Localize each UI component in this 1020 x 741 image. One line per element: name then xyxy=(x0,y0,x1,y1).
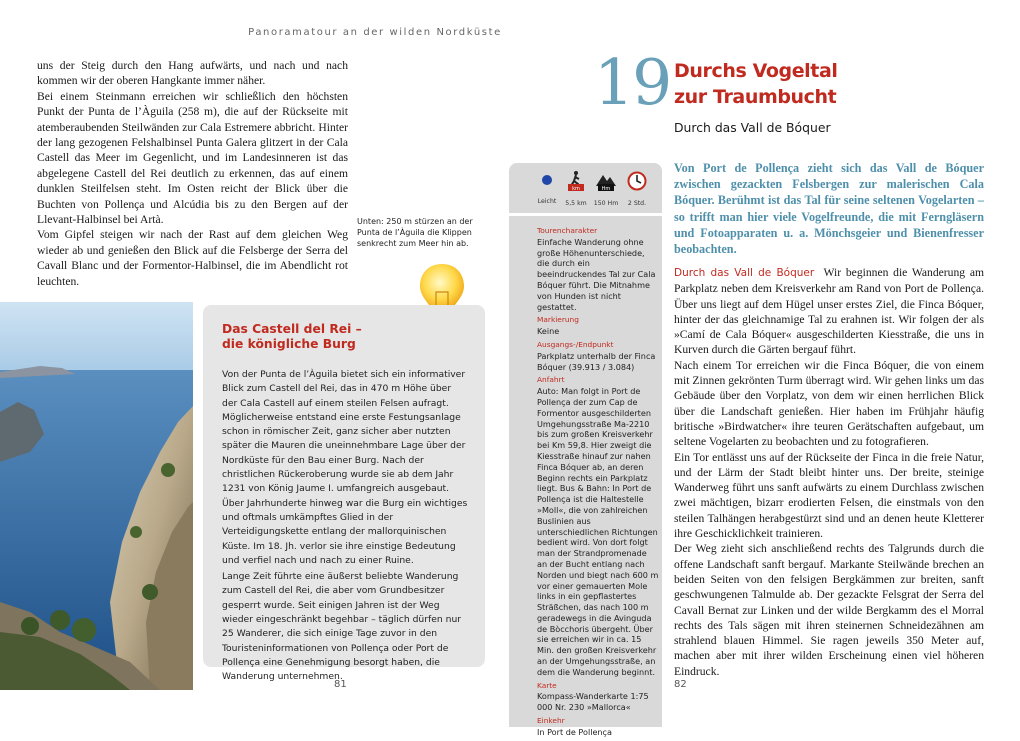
photo-caption: Unten: 250 m stürzen an der Punta de l’Àguila die Klippen senkrecht zum Meer hin ab. xyxy=(357,217,473,248)
fact-heading: Ausgangs-/Endpunkt xyxy=(537,339,614,349)
info-box-title-line-2: die königliche Burg xyxy=(222,337,356,351)
sidebar-divider xyxy=(509,213,662,216)
distance-badge: km xyxy=(572,186,580,192)
fact-karte xyxy=(537,681,659,713)
fact-einkehr xyxy=(537,716,659,738)
fact-text: Einfache Wanderung ohne große Höhenunterschiede, die durch ein beeindruckendes Tal zur Cala Bóquer führt. Die Mitnahme von Hunden ist nicht gestattet. xyxy=(537,236,656,312)
fact-heading: Markierung xyxy=(537,315,579,325)
stat-label: Leicht xyxy=(537,198,557,205)
tour-facts xyxy=(537,224,659,741)
hiker-distance-icon xyxy=(565,170,587,192)
body-first-text: Wir beginnen die Wanderung am Parkplatz neben dem Kreisverkehr am Rand von Port de Pollença. Über uns liegt auf dem Hügel unser erstes Ziel, die Finca Bóquer, hinter der das gleichnamige Tal zu erahnen ist. Wir folgen der als »Camí de Cala Bóquer« ausgeschilderten Kiesstraße, die uns in Kurven durch die Gärten bergauf führt. xyxy=(674,266,984,357)
fact-heading: Einkehr xyxy=(537,716,565,726)
fact-text: Parkplatz unterhalb der Finca Bóquer (39.913 / 3.084) xyxy=(537,350,656,372)
mountain-elevation-icon xyxy=(595,170,617,192)
page-number-left: 81 xyxy=(334,679,347,690)
fact-heading: Anfahrt xyxy=(537,375,565,385)
fact-text: Auto: Man folgt in Port de Pollença der zum Cap de Formentor ausgeschilderten Umgehungsstraße Ma-2210 bis zum großen Kreisverkehr bei Km 59,8. Hier zweigt die Kiesstraße hinauf zur nahen Finca Bóquer ab, an deren Beginn rechts ein Parkplatz liegt. Bus & Bahn: In Port de Pollença ist die Haltestelle »Moll«, die von zahlreichen Buslinien aus unterschiedlichen Richtungen bedient wird. Von dort folgt man der Strandpromenade an der Bucht entlang nach Norden und biegt nach 600 m vor einer gemauerten Mole links in ein gepflastertes Sträßchen, das nach 100 m geradewegs in die Avinguda de Bòcchoris übergeht. Über sie erreichen wir in ca. 15 Min. den großen Kreisverkehr an der Umgehungsstraße, an dem die Wanderung beginnt. xyxy=(537,386,659,677)
stat-label: 150 Hm xyxy=(593,200,619,207)
info-box-text xyxy=(222,368,469,685)
fact-text: Kompass-Wanderkarte 1:75 000 Nr. 230 »Mallorca« xyxy=(537,691,649,713)
fact-ausgangspunkt xyxy=(537,340,659,372)
cliff-photo xyxy=(0,302,193,690)
body-paragraph: Der Weg zieht sich anschließend rechts des Talgrunds durch die offene Landschaft sanft bergauf. Markante Steilwände brechen an beiden Seiten von den felsigen Bergkämmen zur breiten, sanft geschwungenen Talmulde ab. Der gezackte Felsgrat der Serra del Cavall Bernat zur Linken und der wilde Bergkamm des el Morral rechts des Tals sägen mit ihren steinernen Schneidezähnen am strahlend blauen Himmel. Sie ragen jeweils 350 Meter auf, machen aber mit ihrer wilden Erscheinung einen viel höheren Eindruck. xyxy=(674,542,984,678)
tour-number: 19 xyxy=(594,46,671,119)
section-keyword: Durch das Vall de Bóquer xyxy=(674,267,815,279)
info-box-title xyxy=(222,322,469,352)
stat-distance xyxy=(559,170,593,207)
page-number-right: 82 xyxy=(674,679,687,690)
tour-facts-sidebar xyxy=(509,163,662,737)
body-paragraph: Vom Gipfel steigen wir nach der Rast auf dem gleichen Weg wieder ab und genießen den Blick auf die Felsberge der Serra del Cavall Blanc und der Formentor-Halbinsel, die im Abendlicht rot leuchten. xyxy=(37,228,348,288)
body-paragraph xyxy=(674,265,984,358)
info-box-paragraph: Von der Punta de l’Àguila bietet sich ein informativer Blick zum Castell del Rei, das in 470 m Höhe über der Cala Castell auf einem steilen Felsen aufragt. Möglicherweise entstand eine erste Festungsanlage schon in römischer Zeit, ganz sicher aber nutzten später die Mauren die uneinnehmbare Lage über der Nordküste für den Bau einer Burg. Nach der christlichen Rückeroberung wurde sie ab dem Jahr 1231 von König Jaume I. umfangreich ausgebaut. Über Jahrhunderte hinweg war die Burg ein wichtiges und oftmals umkämpftes Glied in der Verteidigungskette entlang der mallorquinischen Küste. Im 18. Jh. verlor sie ihre einstige Bedeutung und verfiel nach und nach zu einer Ruine. xyxy=(222,369,468,566)
tour-title-line-2: zur Traumbucht xyxy=(674,86,837,108)
info-box-paragraph: Lange Zeit führte eine äußerst beliebte Wanderung zum Castell del Rei, die aber vom Grundbesitzer gesperrt wurde. Seit einigen Jahren ist der Weg wieder eingeschränkt begehbar – täglich dürfen nur 25 Wanderer, die sich einige Tage zuvor in den Touristeninformationen von Pollença oder Port de Pollença eine Genehmigung besorgt haben, die Wanderung unternehmen. xyxy=(222,571,462,683)
info-box-title-line-1: Das Castell del Rei – xyxy=(222,322,362,336)
lead-paragraph: Von Port de Pollença zieht sich das Vall de Bóquer zwischen gezackten Felsbergen zur malerischen Cala Bóquer. Berühmt ist das Tal für seine seltenen Vogelarten – so trifft man hier viele Vogelfreunde, die mit Ferngläsern und Fotoapparaten u. a. Mönchsgeier und Bienenfresser beobachten. xyxy=(674,161,984,257)
elevation-badge: Hm xyxy=(601,186,611,192)
fact-heading: Tourencharakter xyxy=(537,226,598,235)
stat-label: 5,5 km xyxy=(565,200,587,207)
tour-subtitle: Durch das Vall de Bóquer xyxy=(674,120,831,135)
fact-tourencharakter xyxy=(537,226,659,312)
stat-duration xyxy=(620,170,654,207)
tour-stats-row xyxy=(509,163,662,213)
fact-text: In Port de Pollença xyxy=(537,726,612,737)
stat-label: 2 Std. xyxy=(627,200,647,207)
tour-title xyxy=(674,58,838,110)
right-body-text xyxy=(674,265,984,679)
clock-icon xyxy=(626,170,648,192)
fact-anfahrt xyxy=(537,375,659,677)
body-paragraph: uns der Steig durch den Hang aufwärts, und nach und nach kommen wir der oberen Hangkante immer näher. xyxy=(37,59,348,88)
difficulty-dot-icon xyxy=(537,170,557,190)
stat-elevation xyxy=(589,170,623,207)
fact-heading: Karte xyxy=(537,680,557,690)
body-paragraph: Nach einem Tor erreichen wir die Finca Bóquer, die von einem mit Zinnen gekrönten Turm überragt wird. Wir gehen links um das Gebäude über den Vorplatz, von dem wir einen herrlichen Blick über die Landschaft genießen. Hier haben im Frühjahr häufig britische »Birdwatcher« ihre teuren Gerätschaften aufgebaut, um seltene Vogelarten zu beobachten und zu fotografieren. xyxy=(674,358,984,449)
castell-info-box xyxy=(203,305,485,683)
tour-title-line-1: Durchs Vogeltal xyxy=(674,60,838,82)
left-body-text xyxy=(37,58,348,289)
running-header: Panoramatour an der wilden Nordküste xyxy=(248,27,502,38)
body-paragraph: Bei einem Steinmann erreichen wir schließlich den höchsten Punkt der Punta de l’Àguila (258 m), die auf der Rückseite mit atemberaubenden Steilwänden zur Cala Estremere abbricht. Hinter der lang gezogenen Felshalbinsel Punta Galera glitzert in der Cala Castell das Meer im Gegenlicht, und im Landesinneren ist das abgelegene Castell del Rei deutlich zu erkennen, das auf einem dunklen Steilfelsen steht. Im Osten reicht der Blick über die Buchten von Pollença und Alcúdia bis zu den Bergen auf der Llevant-Halbinsel bei Artà. xyxy=(37,89,348,227)
body-paragraph: Ein Tor entlässt uns auf der Rückseite der Finca in die freie Natur, und der Lärm der Stadt bleibt hinter uns. Der breite, steinige Wanderweg führt uns sanft aufwärts zu einem Durchlass zwischen zwei mächtigen, bizarr erodierten Felsen, die einstmals von den steilen Talhängen herabgestürzt sind und an denen heute Kletterer ihre Geschicklichkeit trainieren. xyxy=(674,450,984,541)
fact-text: Keine xyxy=(537,326,560,337)
fact-markierung xyxy=(537,315,659,337)
